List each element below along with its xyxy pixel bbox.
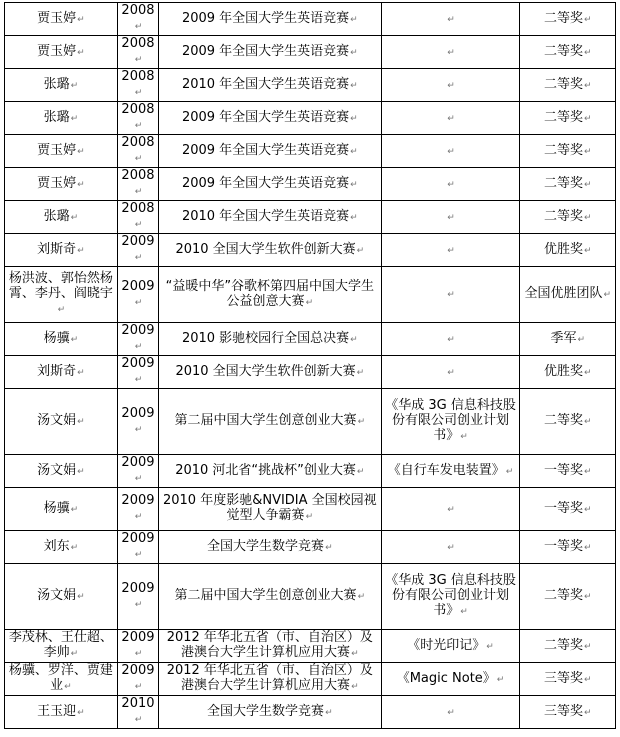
competition-cell-text: 2010 影驰校园行全国总决赛 bbox=[181, 330, 350, 346]
paragraph-mark-icon: ↵ bbox=[77, 466, 85, 477]
member-names-cell-text: 王玉迎 bbox=[37, 703, 77, 719]
table-row bbox=[5, 531, 616, 564]
work-title-cell bbox=[381, 168, 520, 201]
enrollment-year-cell-text: 2008 bbox=[121, 3, 155, 18]
enrollment-year-cell bbox=[117, 531, 158, 564]
paragraph-mark-icon: ↵ bbox=[447, 245, 455, 256]
competition-cell bbox=[159, 564, 381, 630]
member-names-cell-text: 贾玉婷 bbox=[37, 142, 77, 158]
award-cell bbox=[520, 234, 616, 267]
paragraph-mark-icon: ↵ bbox=[583, 146, 592, 157]
enrollment-year-cell-text: 2009 bbox=[121, 356, 155, 371]
paragraph-mark-icon: ↵ bbox=[447, 212, 455, 223]
enrollment-year-cell bbox=[117, 69, 158, 102]
paragraph-mark-icon: ↵ bbox=[583, 641, 592, 652]
work-title-cell bbox=[381, 69, 520, 102]
table-row bbox=[5, 356, 616, 389]
award-cell-text: 二等奖 bbox=[543, 175, 583, 191]
member-names-cell bbox=[5, 69, 118, 102]
enrollment-year-cell bbox=[117, 488, 158, 531]
paragraph-mark-icon: ↵ bbox=[134, 424, 143, 435]
work-title-cell bbox=[381, 630, 520, 663]
member-names-cell-text: 张璐 bbox=[43, 109, 70, 125]
paragraph-mark-icon: ↵ bbox=[134, 474, 143, 484]
table-row bbox=[5, 168, 616, 201]
member-names-cell bbox=[5, 102, 118, 135]
competition-cell bbox=[159, 234, 381, 267]
paragraph-mark-icon: ↵ bbox=[134, 550, 143, 560]
member-names-cell bbox=[5, 267, 118, 323]
work-title-cell bbox=[381, 267, 520, 323]
enrollment-year-cell bbox=[117, 102, 158, 135]
paragraph-mark-icon: ↵ bbox=[77, 417, 85, 427]
enrollment-year-cell-text: 2008 bbox=[121, 69, 155, 84]
member-names-cell bbox=[5, 3, 118, 36]
competition-cell-text: 2010 年全国大学生英语竞赛 bbox=[181, 76, 350, 92]
award-cell bbox=[520, 696, 616, 729]
enrollment-year-cell bbox=[117, 389, 158, 455]
work-title-cell bbox=[381, 3, 520, 36]
table-row bbox=[5, 564, 616, 630]
paragraph-mark-icon: ↵ bbox=[583, 47, 592, 58]
enrollment-year-cell-text: 2009 bbox=[121, 580, 155, 596]
paragraph-mark-icon: ↵ bbox=[350, 14, 358, 25]
enrollment-year-cell-text: 2008 bbox=[121, 168, 155, 183]
member-names-cell-text: 贾玉婷 bbox=[37, 175, 77, 191]
enrollment-year-cell-text: 2008 bbox=[121, 36, 155, 51]
enrollment-year-cell-text: 2009 bbox=[121, 234, 155, 249]
work-title-cell bbox=[381, 488, 520, 531]
paragraph-mark-icon: ↵ bbox=[447, 367, 455, 378]
member-names-cell bbox=[5, 455, 118, 488]
member-names-cell-text: 刘斯奇 bbox=[37, 363, 77, 379]
table-row bbox=[5, 267, 616, 323]
enrollment-year-cell bbox=[117, 168, 158, 201]
member-names-cell-text: 贾玉婷 bbox=[37, 10, 77, 26]
competition-cell bbox=[159, 3, 381, 36]
award-cell-text: 一等奖 bbox=[543, 538, 583, 554]
paragraph-mark-icon: ↵ bbox=[583, 542, 592, 553]
paragraph-mark-icon: ↵ bbox=[603, 290, 612, 300]
award-cell bbox=[520, 455, 616, 488]
table-row bbox=[5, 630, 616, 663]
table-row bbox=[5, 455, 616, 488]
member-names-cell-text: 贾玉婷 bbox=[37, 43, 77, 59]
award-cell bbox=[520, 564, 616, 630]
member-names-cell-text: 汤文娟 bbox=[37, 588, 77, 603]
award-cell-text: 二等奖 bbox=[543, 588, 583, 603]
paragraph-mark-icon: ↵ bbox=[356, 245, 365, 256]
paragraph-mark-icon: ↵ bbox=[447, 179, 455, 190]
award-cell bbox=[520, 531, 616, 564]
work-title-cell bbox=[381, 323, 520, 356]
paragraph-mark-icon: ↵ bbox=[70, 649, 79, 659]
competition-cell-text: 2009 年全国大学生英语竞赛 bbox=[181, 175, 350, 191]
award-cell bbox=[520, 69, 616, 102]
paragraph-mark-icon: ↵ bbox=[134, 682, 143, 692]
competition-cell-text: 2009 年全国大学生英语竞赛 bbox=[181, 109, 350, 125]
work-title-cell bbox=[381, 356, 520, 389]
paragraph-mark-icon: ↵ bbox=[583, 80, 592, 91]
paragraph-mark-icon: ↵ bbox=[70, 504, 79, 515]
paragraph-mark-icon: ↵ bbox=[134, 375, 143, 385]
award-cell bbox=[520, 389, 616, 455]
competition-cell-text: 2012 年华北五省（市、自治区）及港澳台大学生计算机应用大赛 bbox=[166, 630, 373, 660]
enrollment-year-cell-text: 2009 bbox=[121, 455, 155, 470]
paragraph-mark-icon: ↵ bbox=[357, 417, 366, 427]
award-cell bbox=[520, 36, 616, 69]
member-names-cell bbox=[5, 389, 118, 455]
enrollment-year-cell bbox=[117, 455, 158, 488]
competition-cell-text: 2010 河北省“挑战杯”创业大赛 bbox=[175, 462, 356, 478]
paragraph-mark-icon: ↵ bbox=[460, 432, 468, 442]
competition-cell-text: 2012 年华北五省（市、自治区）及港澳台大学生计算机应用大赛 bbox=[166, 663, 373, 693]
paragraph-mark-icon: ↵ bbox=[357, 592, 366, 602]
table-row bbox=[5, 234, 616, 267]
award-cell-text: 优胜奖 bbox=[543, 363, 583, 379]
award-cell-text: 二等奖 bbox=[543, 637, 583, 653]
enrollment-year-cell bbox=[117, 135, 158, 168]
paragraph-mark-icon: ↵ bbox=[356, 367, 365, 378]
award-cell-text: 二等奖 bbox=[543, 208, 583, 224]
table-row bbox=[5, 696, 616, 729]
award-cell-text: 季军 bbox=[550, 330, 577, 346]
paragraph-mark-icon: ↵ bbox=[447, 504, 455, 515]
work-title-cell bbox=[381, 564, 520, 630]
award-cell bbox=[520, 663, 616, 696]
work-title-cell bbox=[381, 531, 520, 564]
paragraph-mark-icon: ↵ bbox=[134, 121, 143, 131]
work-title-cell-text: 《华成 3G 信息科技股份有限公司创业计划书》 bbox=[385, 573, 516, 618]
enrollment-year-cell bbox=[117, 630, 158, 663]
award-cell-text: 二等奖 bbox=[543, 109, 583, 125]
paragraph-mark-icon: ↵ bbox=[77, 47, 85, 58]
paragraph-mark-icon: ↵ bbox=[583, 592, 592, 602]
enrollment-year-cell bbox=[117, 267, 158, 323]
paragraph-mark-icon: ↵ bbox=[350, 113, 358, 124]
competition-cell-text: 2010 全国大学生软件创新大赛 bbox=[175, 241, 356, 257]
paragraph-mark-icon: ↵ bbox=[351, 682, 359, 692]
table-row bbox=[5, 36, 616, 69]
award-cell bbox=[520, 102, 616, 135]
enrollment-year-cell-text: 2009 bbox=[121, 663, 155, 678]
enrollment-year-cell-text: 2009 bbox=[121, 493, 155, 508]
work-title-cell bbox=[381, 389, 520, 455]
paragraph-mark-icon: ↵ bbox=[77, 14, 85, 25]
member-names-cell bbox=[5, 630, 118, 663]
paragraph-mark-icon: ↵ bbox=[134, 253, 143, 263]
member-names-cell-text: 杨洪波、郭怡然杨霄、李丹、阎晓宇 bbox=[8, 271, 113, 301]
paragraph-mark-icon: ↵ bbox=[134, 88, 143, 98]
competition-cell bbox=[159, 663, 381, 696]
paragraph-mark-icon: ↵ bbox=[447, 146, 455, 157]
competition-cell-text: 2010 全国大学生软件创新大赛 bbox=[175, 363, 356, 379]
paragraph-mark-icon: ↵ bbox=[77, 179, 85, 190]
awards-table bbox=[4, 2, 616, 729]
award-cell-text: 全国优胜团队 bbox=[524, 286, 603, 301]
member-names-cell-text: 汤文娟 bbox=[37, 413, 77, 428]
awards-table-body bbox=[5, 3, 616, 729]
table-row bbox=[5, 3, 616, 36]
member-names-cell bbox=[5, 234, 118, 267]
competition-cell-text: 第二届中国大学生创意创业大赛 bbox=[174, 413, 357, 428]
work-title-cell-text: 《Magic Note》 bbox=[396, 670, 496, 686]
paragraph-mark-icon: ↵ bbox=[134, 342, 143, 352]
enrollment-year-cell bbox=[117, 696, 158, 729]
paragraph-mark-icon: ↵ bbox=[70, 542, 79, 553]
enrollment-year-cell-text: 2009 bbox=[121, 405, 155, 421]
enrollment-year-cell-text: 2008 bbox=[121, 102, 155, 117]
paragraph-mark-icon: ↵ bbox=[77, 592, 85, 602]
work-title-cell bbox=[381, 455, 520, 488]
paragraph-mark-icon: ↵ bbox=[486, 641, 494, 652]
paragraph-mark-icon: ↵ bbox=[305, 297, 314, 308]
paragraph-mark-icon: ↵ bbox=[77, 367, 85, 378]
enrollment-year-cell bbox=[117, 356, 158, 389]
member-names-cell-text: 杨骥 bbox=[43, 500, 70, 516]
paragraph-mark-icon: ↵ bbox=[134, 512, 143, 522]
award-cell-text: 三等奖 bbox=[543, 670, 583, 686]
paragraph-mark-icon: ↵ bbox=[351, 649, 359, 659]
member-names-cell bbox=[5, 36, 118, 69]
competition-cell bbox=[159, 168, 381, 201]
paragraph-mark-icon: ↵ bbox=[70, 80, 79, 91]
paragraph-mark-icon: ↵ bbox=[77, 146, 85, 157]
competition-cell bbox=[159, 201, 381, 234]
table-row bbox=[5, 69, 616, 102]
member-names-cell bbox=[5, 531, 118, 564]
award-cell bbox=[520, 323, 616, 356]
table-row bbox=[5, 135, 616, 168]
paragraph-mark-icon: ↵ bbox=[583, 707, 592, 718]
member-names-cell-text: 刘东 bbox=[43, 538, 70, 554]
enrollment-year-cell-text: 2009 bbox=[121, 630, 155, 645]
award-cell bbox=[520, 135, 616, 168]
competition-cell bbox=[159, 323, 381, 356]
member-names-cell bbox=[5, 564, 118, 630]
paragraph-mark-icon: ↵ bbox=[350, 80, 358, 91]
enrollment-year-cell bbox=[117, 323, 158, 356]
enrollment-year-cell bbox=[117, 201, 158, 234]
paragraph-mark-icon: ↵ bbox=[350, 146, 358, 157]
paragraph-mark-icon: ↵ bbox=[134, 220, 143, 230]
paragraph-mark-icon: ↵ bbox=[70, 212, 79, 223]
work-title-cell bbox=[381, 234, 520, 267]
member-names-cell-text: 李茂林、王仕超、李帅 bbox=[8, 630, 113, 660]
work-title-cell bbox=[381, 135, 520, 168]
paragraph-mark-icon: ↵ bbox=[577, 334, 586, 345]
paragraph-mark-icon: ↵ bbox=[134, 55, 143, 65]
award-cell bbox=[520, 356, 616, 389]
competition-cell bbox=[159, 267, 381, 323]
competition-cell bbox=[159, 389, 381, 455]
award-cell bbox=[520, 267, 616, 323]
paragraph-mark-icon: ↵ bbox=[583, 179, 592, 190]
table-row bbox=[5, 102, 616, 135]
member-names-cell-text: 张璐 bbox=[43, 208, 70, 224]
enrollment-year-cell bbox=[117, 564, 158, 630]
member-names-cell bbox=[5, 488, 118, 531]
paragraph-mark-icon: ↵ bbox=[583, 504, 592, 515]
table-row bbox=[5, 201, 616, 234]
work-title-cell bbox=[381, 696, 520, 729]
paragraph-mark-icon: ↵ bbox=[77, 245, 85, 256]
competition-cell bbox=[159, 696, 381, 729]
paragraph-mark-icon: ↵ bbox=[134, 649, 143, 659]
work-title-cell bbox=[381, 36, 520, 69]
enrollment-year-cell bbox=[117, 36, 158, 69]
paragraph-mark-icon: ↵ bbox=[325, 542, 333, 553]
paragraph-mark-icon: ↵ bbox=[447, 113, 455, 124]
paragraph-mark-icon: ↵ bbox=[447, 334, 455, 345]
enrollment-year-cell-text: 2009 bbox=[121, 323, 155, 338]
table-row bbox=[5, 488, 616, 531]
paragraph-mark-icon: ↵ bbox=[134, 599, 143, 610]
paragraph-mark-icon: ↵ bbox=[583, 466, 592, 477]
paragraph-mark-icon: ↵ bbox=[70, 334, 79, 345]
competition-cell-text: 2010 年全国大学生英语竞赛 bbox=[181, 208, 350, 224]
paragraph-mark-icon: ↵ bbox=[57, 305, 66, 315]
competition-cell-text: 2009 年全国大学生英语竞赛 bbox=[181, 43, 350, 59]
paragraph-mark-icon: ↵ bbox=[134, 154, 143, 164]
competition-cell bbox=[159, 36, 381, 69]
work-title-cell bbox=[381, 201, 520, 234]
competition-cell-text: 2009 年全国大学生英语竞赛 bbox=[181, 10, 350, 26]
member-names-cell bbox=[5, 356, 118, 389]
paragraph-mark-icon: ↵ bbox=[447, 290, 455, 300]
paragraph-mark-icon: ↵ bbox=[447, 707, 455, 718]
member-names-cell bbox=[5, 323, 118, 356]
competition-cell bbox=[159, 630, 381, 663]
member-names-cell bbox=[5, 135, 118, 168]
enrollment-year-cell-text: 2008 bbox=[121, 135, 155, 150]
paragraph-mark-icon: ↵ bbox=[583, 245, 592, 256]
award-cell-text: 三等奖 bbox=[543, 703, 583, 719]
award-cell-text: 二等奖 bbox=[543, 76, 583, 92]
award-cell bbox=[520, 201, 616, 234]
enrollment-year-cell bbox=[117, 663, 158, 696]
paragraph-mark-icon: ↵ bbox=[350, 179, 358, 190]
competition-cell bbox=[159, 488, 381, 531]
paragraph-mark-icon: ↵ bbox=[77, 707, 85, 718]
award-cell-text: 二等奖 bbox=[543, 10, 583, 26]
member-names-cell-text: 汤文娟 bbox=[37, 462, 77, 478]
award-cell-text: 二等奖 bbox=[543, 413, 583, 428]
award-cell bbox=[520, 488, 616, 531]
competition-cell-text: 2009 年全国大学生英语竞赛 bbox=[181, 142, 350, 158]
competition-cell bbox=[159, 69, 381, 102]
member-names-cell-text: 刘斯奇 bbox=[37, 241, 77, 257]
award-cell bbox=[520, 168, 616, 201]
paragraph-mark-icon: ↵ bbox=[447, 542, 455, 553]
award-cell-text: 二等奖 bbox=[543, 142, 583, 158]
enrollment-year-cell-text: 2010 bbox=[121, 696, 155, 711]
paragraph-mark-icon: ↵ bbox=[350, 47, 358, 58]
paragraph-mark-icon: ↵ bbox=[134, 22, 143, 32]
paragraph-mark-icon: ↵ bbox=[583, 113, 592, 124]
enrollment-year-cell bbox=[117, 234, 158, 267]
member-names-cell-text: 杨骥 bbox=[43, 330, 70, 346]
paragraph-mark-icon: ↵ bbox=[305, 512, 314, 522]
award-cell-text: 优胜奖 bbox=[543, 241, 583, 257]
work-title-cell-text: 《华成 3G 信息科技股份有限公司创业计划书》 bbox=[385, 398, 516, 443]
work-title-cell bbox=[381, 102, 520, 135]
paragraph-mark-icon: ↵ bbox=[350, 334, 358, 345]
paragraph-mark-icon: ↵ bbox=[134, 715, 143, 725]
competition-cell-text: “益暖中华”谷歌杯第四届中国大学生公益创意大赛 bbox=[165, 278, 375, 309]
award-cell-text: 一等奖 bbox=[543, 500, 583, 516]
competition-cell bbox=[159, 356, 381, 389]
award-cell-text: 二等奖 bbox=[543, 43, 583, 59]
paragraph-mark-icon: ↵ bbox=[447, 14, 455, 25]
member-names-cell bbox=[5, 168, 118, 201]
paragraph-mark-icon: ↵ bbox=[460, 607, 468, 617]
competition-cell-text: 第二届中国大学生创意创业大赛 bbox=[174, 588, 357, 603]
paragraph-mark-icon: ↵ bbox=[583, 14, 592, 25]
paragraph-mark-icon: ↵ bbox=[134, 187, 143, 197]
competition-cell-text: 全国大学生数学竞赛 bbox=[207, 538, 325, 554]
paragraph-mark-icon: ↵ bbox=[325, 707, 333, 718]
competition-cell-text: 2010 年度影驰&NVIDIA 全国校园视觉型人争霸赛 bbox=[162, 493, 377, 523]
competition-cell bbox=[159, 102, 381, 135]
enrollment-year-cell-text: 2009 bbox=[121, 531, 155, 546]
paragraph-mark-icon: ↵ bbox=[64, 682, 72, 692]
work-title-cell-text: 《自行车发电装置》 bbox=[387, 462, 505, 478]
paragraph-mark-icon: ↵ bbox=[583, 417, 592, 427]
award-cell bbox=[520, 630, 616, 663]
member-names-cell bbox=[5, 201, 118, 234]
paragraph-mark-icon: ↵ bbox=[583, 212, 592, 223]
paragraph-mark-icon: ↵ bbox=[447, 80, 455, 91]
competition-cell bbox=[159, 455, 381, 488]
paragraph-mark-icon: ↵ bbox=[447, 47, 455, 58]
work-title-cell-text: 《时光印记》 bbox=[407, 637, 486, 653]
paragraph-mark-icon: ↵ bbox=[583, 367, 592, 378]
paragraph-mark-icon: ↵ bbox=[134, 297, 143, 308]
paragraph-mark-icon: ↵ bbox=[356, 466, 365, 477]
member-names-cell bbox=[5, 663, 118, 696]
member-names-cell-text: 张璐 bbox=[43, 76, 70, 92]
award-cell-text: 一等奖 bbox=[543, 462, 583, 478]
work-title-cell bbox=[381, 663, 520, 696]
competition-cell-text: 全国大学生数学竞赛 bbox=[207, 703, 325, 719]
member-names-cell bbox=[5, 696, 118, 729]
award-cell bbox=[520, 3, 616, 36]
paragraph-mark-icon: ↵ bbox=[70, 113, 79, 124]
enrollment-year-cell bbox=[117, 3, 158, 36]
enrollment-year-cell-text: 2008 bbox=[121, 201, 155, 216]
table-row bbox=[5, 663, 616, 696]
table-row bbox=[5, 323, 616, 356]
paragraph-mark-icon: ↵ bbox=[583, 674, 592, 685]
paragraph-mark-icon: ↵ bbox=[496, 674, 505, 685]
member-names-cell-text: 杨骥、罗洋、贾建业 bbox=[8, 663, 113, 693]
competition-cell bbox=[159, 531, 381, 564]
table-row bbox=[5, 389, 616, 455]
paragraph-mark-icon: ↵ bbox=[350, 212, 358, 223]
enrollment-year-cell-text: 2009 bbox=[121, 278, 155, 294]
competition-cell bbox=[159, 135, 381, 168]
paragraph-mark-icon: ↵ bbox=[505, 466, 514, 477]
